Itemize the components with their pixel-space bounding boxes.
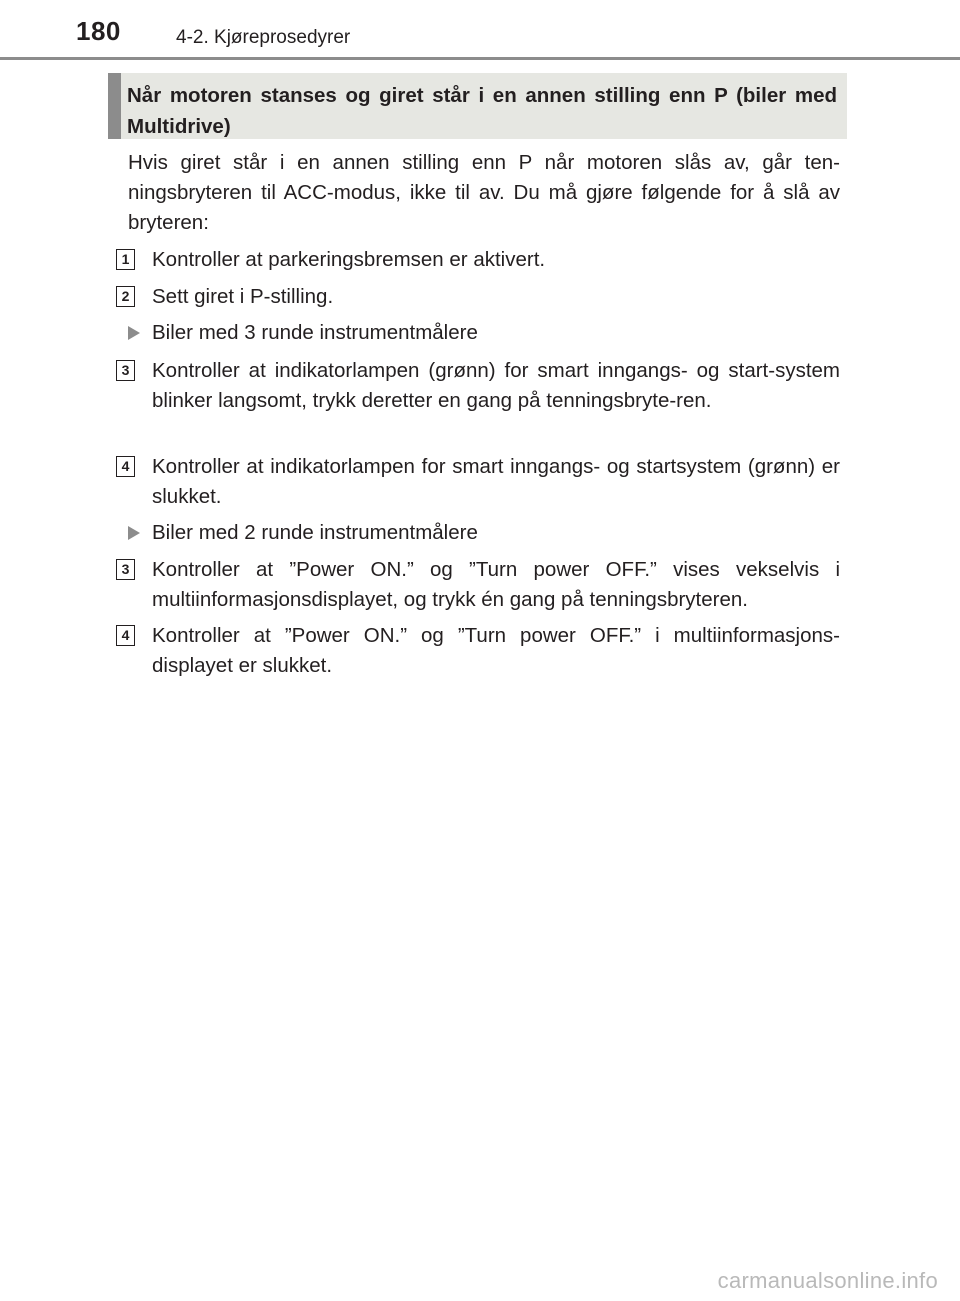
step-number-badge: 3 [116,360,135,381]
step-text: Sett giret i P-stilling. [152,285,334,308]
section-heading: Når motoren stanses og giret står i en annen stilling enn P (biler med Multidrive) [127,84,837,138]
step-text: Kontroller at parkeringsbremsen er aktivert. [152,248,546,271]
step-text: Kontroller at ”Power ON.” og ”Turn power OFF.” i multiinformasjons-displayet er slukket. [152,624,840,677]
page-number: 180 [76,16,121,46]
watermark: carmanualsonline.info [717,1268,938,1293]
variant-title: Biler med 3 runde instrumentmålere [152,321,478,344]
step-text: Kontroller at ”Power ON.” og ”Turn power OFF.” vises vekselvis i multiinformasjonsdisplayet, og trykk én gang på tenningsbryteren. [152,558,840,611]
step-number-badge: 2 [116,286,135,307]
variant-heading [128,518,840,548]
section-label: 4-2. Kjøreprosedyrer [176,27,351,48]
variant-heading [128,318,840,348]
step-text: Kontroller at indikatorlampen for smart inngangs- og startsystem (grønn) er slukket. [152,455,840,508]
step-number-badge: 3 [116,559,135,580]
section-heading-box [108,73,847,139]
triangle-arrow-icon [128,526,140,540]
variant-title: Biler med 2 runde instrumentmålere [152,521,478,544]
step-number-badge: 4 [116,625,135,646]
step-text: Kontroller at indikatorlampen (grønn) for smart inngangs- og start-system blinker langsomt, trykk deretter en gang på tenningsbryte-ren. [152,359,840,412]
step-number-badge: 4 [116,456,135,477]
header-rule [0,57,960,60]
step-number-badge: 1 [116,249,135,270]
intro-paragraph: Hvis giret står i en annen stilling enn P når motoren slås av, går ten-ningsbryteren til ACC-modus, ikke til av. Du må gjøre følgende for å slå av bryteren: [128,151,840,234]
triangle-arrow-icon [128,326,140,340]
